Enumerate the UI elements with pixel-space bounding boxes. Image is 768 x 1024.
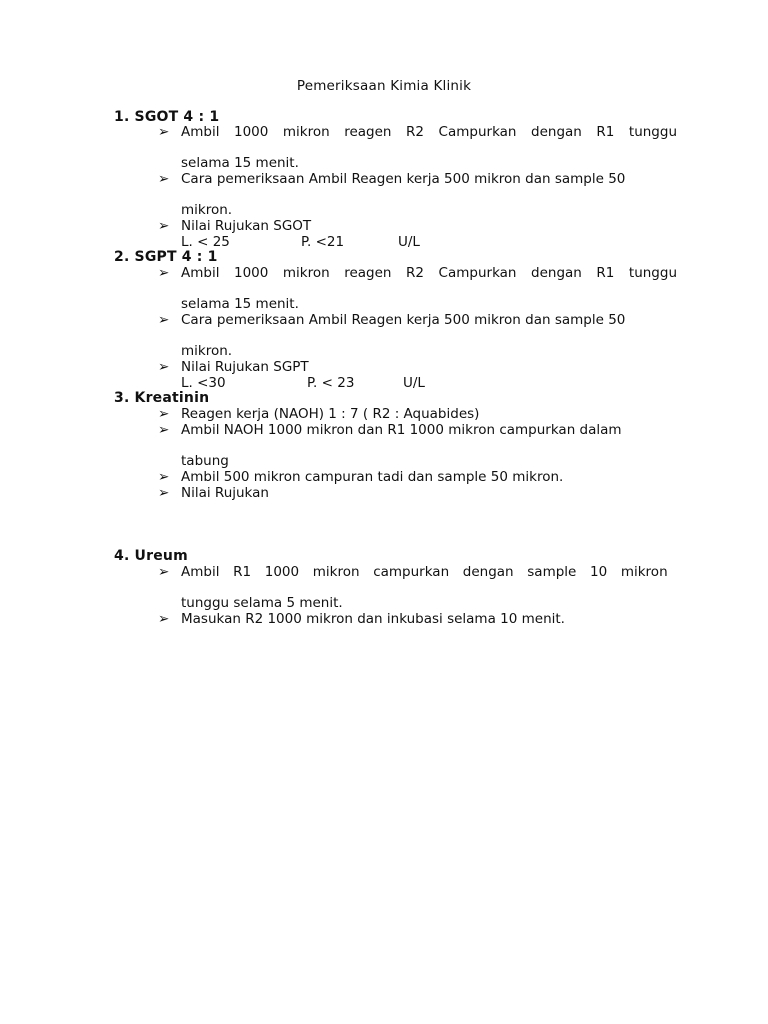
bullet-arrow-icon: ➢ [158, 312, 170, 328]
sgpt-ref-l: L. <30 [181, 375, 226, 391]
ureum-step1-line2: tunggu selama 5 menit. [181, 595, 343, 611]
kreatinin-step4: Nilai Rujukan [181, 485, 269, 501]
sgpt-ref-values [181, 375, 481, 393]
sgpt-ref-label: Nilai Rujukan SGPT [181, 359, 309, 375]
section-heading-ureum: 4. Ureum [114, 548, 188, 564]
bullet-arrow-icon: ➢ [158, 469, 170, 485]
section-heading-sgot: 1. SGOT 4 : 1 [114, 109, 220, 125]
sgot-ref-values [181, 234, 481, 252]
kreatinin-step1: Reagen kerja (NAOH) 1 : 7 ( R2 : Aquabides) [181, 406, 480, 422]
sgot-ref-p: P. <21 [301, 234, 345, 250]
page-title: Pemeriksaan Kimia Klinik [296, 78, 472, 94]
sgpt-step1-line1: Ambil 1000 mikron reagen R2 Campurkan dengan R1 tunggu [181, 265, 677, 281]
bullet-arrow-icon: ➢ [158, 485, 170, 501]
bullet-arrow-icon: ➢ [158, 611, 170, 627]
sgot-step2-line1: Cara pemeriksaan Ambil Reagen kerja 500 mikron dan sample 50 [181, 171, 626, 187]
bullet-arrow-icon: ➢ [158, 171, 170, 187]
bullet-arrow-icon: ➢ [158, 124, 170, 140]
ureum-step2: Masukan R2 1000 mikron dan inkubasi selama 10 menit. [181, 611, 565, 627]
section-heading-sgpt: 2. SGPT 4 : 1 [114, 249, 218, 265]
sgot-ref-l: L. < 25 [181, 234, 230, 250]
sgpt-ref-unit: U/L [403, 375, 425, 391]
kreatinin-step2-line1: Ambil NAOH 1000 mikron dan R1 1000 mikron campurkan dalam [181, 422, 622, 438]
sgot-step1-line2: selama 15 menit. [181, 155, 299, 171]
sgot-ref-unit: U/L [398, 234, 420, 250]
sgpt-step2-line2: mikron. [181, 343, 233, 359]
sgpt-step2-line1: Cara pemeriksaan Ambil Reagen kerja 500 mikron dan sample 50 [181, 312, 626, 328]
kreatinin-step2-line2: tabung [181, 453, 229, 469]
bullet-arrow-icon: ➢ [158, 564, 170, 580]
bullet-arrow-icon: ➢ [158, 359, 170, 375]
sgot-step1-line1: Ambil 1000 mikron reagen R2 Campurkan dengan R1 tunggu [181, 124, 677, 140]
sgpt-ref-p: P. < 23 [307, 375, 355, 391]
sgot-step2-line2: mikron. [181, 202, 233, 218]
bullet-arrow-icon: ➢ [158, 406, 170, 422]
kreatinin-step3: Ambil 500 mikron campuran tadi dan sample 50 mikron. [181, 469, 564, 485]
bullet-arrow-icon: ➢ [158, 265, 170, 281]
bullet-arrow-icon: ➢ [158, 422, 170, 438]
sgot-ref-label: Nilai Rujukan SGOT [181, 218, 312, 234]
sgpt-step1-line2: selama 15 menit. [181, 296, 299, 312]
bullet-arrow-icon: ➢ [158, 218, 170, 234]
section-heading-kreatinin: 3. Kreatinin [114, 390, 210, 406]
ureum-step1-line1: Ambil R1 1000 mikron campurkan dengan sample 10 mikron [181, 564, 668, 580]
